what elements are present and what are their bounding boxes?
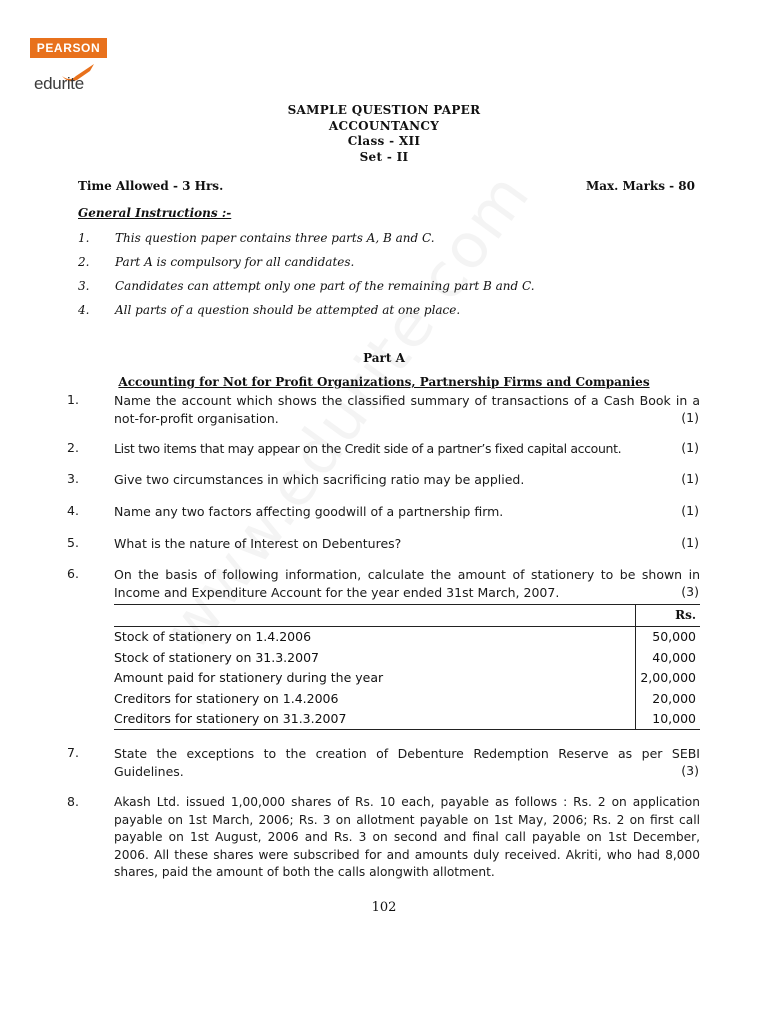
table-row — [114, 626, 700, 647]
table-cell-amount: 2,00,000 — [636, 668, 700, 689]
table-cell-amount: 50,000 — [636, 626, 700, 647]
pearson-edurite-logo — [30, 38, 107, 94]
table-row — [114, 668, 700, 689]
instructions-heading: General Instructions :- — [78, 206, 232, 220]
question-marks: (3) — [681, 583, 699, 599]
max-marks: Max. Marks - 80 — [585, 179, 695, 193]
question-number: 3. — [67, 471, 79, 486]
table-cell-amount: 10,000 — [636, 709, 700, 730]
question-number: 6. — [67, 566, 79, 581]
table-row — [114, 709, 700, 730]
question-number: 4. — [67, 503, 79, 518]
question-text: State the exceptions to the creation of Debenture Redemption Reserve as per SEBI Guidelines. — [114, 746, 700, 779]
instruction-text: Candidates can attempt only one part of the remaining part B and C. — [115, 279, 535, 293]
question-text: List two items that may appear on the Credit side of a partner’s fixed capital account. — [114, 441, 622, 456]
question-marks: (3) — [681, 762, 699, 778]
instruction-text: All parts of a question should be attempted at one place. — [115, 303, 461, 317]
table-cell-item: Stock of stationery on 1.4.2006 — [114, 629, 312, 645]
question-text: Akash Ltd. issued 1,00,000 shares of Rs. 10 each, payable as follows : Rs. 2 on application payable on 1st March, 2006; Rs. 3 on allotment payable on 1st May, 2006; Rs. 2 on first call payable on 1st August, 2006 and Rs. 3 on second and final call payable on 1st December, 2006. All these shares were subscribed for and amounts duly received. Akriti, who had 8,000 shares, paid the amount of both the calls alongwith allotment. — [114, 795, 700, 879]
time-allowed: Time Allowed - 3 Hrs. — [78, 179, 224, 193]
question-number: 2. — [67, 440, 79, 455]
question-number: 5. — [67, 535, 79, 550]
paper-subject: ACCOUNTANCY — [328, 118, 440, 133]
question-marks: (1) — [681, 535, 699, 550]
amount-column-header: Rs. — [636, 605, 700, 627]
table-cell-item: Stock of stationery on 31.3.2007 — [114, 649, 319, 665]
table-cell-item: Creditors for stationery on 31.3.2007 — [114, 709, 636, 730]
question-marks: (1) — [681, 440, 699, 455]
question-marks: (1) — [681, 503, 699, 518]
instruction-text: Part A is compulsory for all candidates. — [115, 255, 355, 269]
pearson-logo: PEARSON — [30, 38, 107, 58]
section-heading: Accounting for Not for Profit Organizations, Partnership Firms and Companies — [118, 375, 650, 389]
paper-title: SAMPLE QUESTION PAPER — [287, 103, 481, 117]
table-header-blank — [114, 605, 636, 627]
table-header-row — [114, 605, 700, 627]
instruction-text: This question paper contains three parts A, B and C. — [115, 231, 435, 245]
part-label: Part A — [363, 351, 405, 365]
page-number: 102 — [371, 900, 397, 915]
instruction-number: 1. — [78, 231, 90, 245]
question-number: 1. — [67, 392, 79, 407]
instruction-number: 4. — [78, 303, 90, 317]
question-text: Name any two factors affecting goodwill of a partnership firm. — [114, 504, 504, 519]
question-marks: (1) — [681, 471, 699, 486]
question-number: 7. — [67, 745, 79, 760]
table-row — [114, 647, 700, 668]
paper-title-block — [0, 103, 768, 165]
table-cell-item: Amount paid for stationery during the year — [114, 670, 384, 686]
instruction-number: 3. — [78, 279, 90, 293]
edurite-wordmark: edurite — [34, 74, 84, 93]
question-number: 8. — [67, 794, 79, 809]
question-text: What is the nature of Interest on Debentures? — [114, 536, 402, 551]
question-text: Name the account which shows the classified summary of transactions of a Cash Book in a not-for-profit organisation. — [114, 393, 700, 426]
edurite-logo — [30, 62, 107, 94]
paper-class: Class - XII — [347, 134, 421, 148]
stationery-table — [114, 604, 700, 730]
question-text: Give two circumstances in which sacrificing ratio may be applied. — [114, 472, 525, 487]
table-row — [114, 688, 700, 709]
table-cell-item: Creditors for stationery on 1.4.2006 — [114, 690, 339, 706]
table-cell-amount: 40,000 — [636, 647, 700, 668]
question-text: On the basis of following information, calculate the amount of stationery to be shown in Income and Expenditure Account for the year ended 31st March, 2007. — [114, 567, 700, 600]
paper-set: Set - II — [359, 149, 409, 164]
question-marks: (1) — [681, 409, 699, 425]
table-cell-amount: 20,000 — [636, 688, 700, 709]
instruction-number: 2. — [78, 255, 90, 269]
